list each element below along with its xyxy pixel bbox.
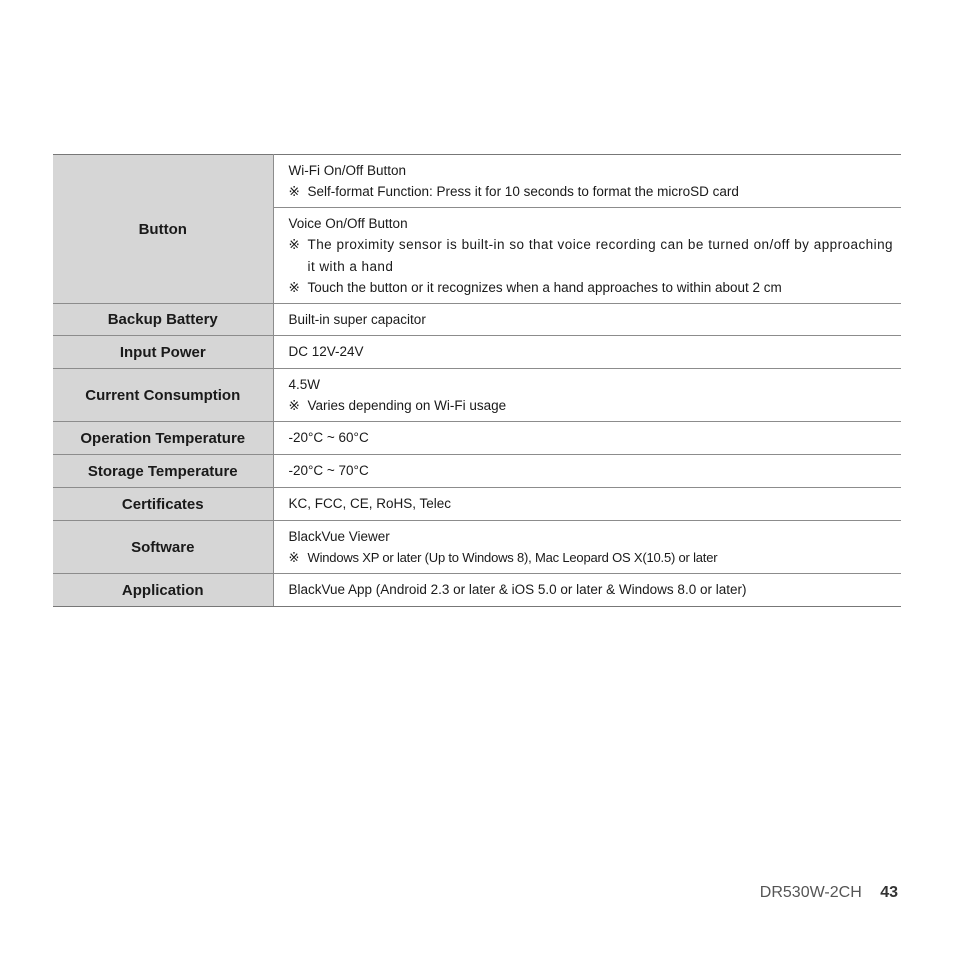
label-operation-temperature: Operation Temperature [53, 422, 273, 455]
table-row-input-power [53, 336, 901, 369]
voice-button-note-2-text: Touch the button or it recognizes when a hand approaches to within about 2 cm [307, 280, 782, 295]
label-backup-battery: Backup Battery [53, 304, 273, 336]
wifi-button-text: Wi-Fi On/Off Button [288, 162, 407, 178]
label-application: Application [53, 574, 273, 607]
wifi-button-note-text: Self-format Function: Press it for 10 seconds to format the microSD card [307, 184, 739, 199]
table-row-certificates [53, 488, 901, 521]
note-mark-icon: ※ [288, 398, 300, 413]
note-mark-icon: ※ [288, 280, 300, 295]
label-input-power: Input Power [53, 336, 273, 369]
value-software [273, 521, 901, 574]
page-footer [760, 884, 898, 902]
voice-button-note-1 [289, 234, 894, 277]
label-current-consumption: Current Consumption [53, 369, 273, 422]
wifi-button-note [289, 181, 894, 203]
page-number: 43 [880, 884, 898, 901]
note-mark-icon: ※ [288, 550, 300, 565]
current-consumption-note-text: Varies depending on Wi-Fi usage [307, 398, 507, 413]
current-consumption-note [289, 395, 894, 417]
software-note-text: Windows XP or later (Up to Windows 8), Mac Leopard OS X(10.5) or later [307, 550, 718, 565]
voice-button-note-1-text: The proximity sensor is built-in so that voice recording can be turned on/off by approaching it with a hand [307, 237, 893, 274]
table-row-software [53, 521, 901, 574]
label-button: Button [53, 155, 273, 304]
table-row-operation-temperature [53, 422, 901, 455]
value-backup-battery: Built-in super capacitor [273, 304, 901, 336]
value-wifi-button [273, 155, 901, 208]
label-certificates: Certificates [53, 488, 273, 521]
value-application: BlackVue App (Android 2.3 or later & iOS 5.0 or later & Windows 8.0 or later) [273, 574, 901, 607]
note-mark-icon: ※ [288, 184, 300, 199]
model-name: DR530W-2CH [759, 884, 862, 901]
label-storage-temperature: Storage Temperature [53, 455, 273, 488]
value-certificates: KC, FCC, CE, RoHS, Telec [273, 488, 901, 521]
label-software: Software [53, 521, 273, 574]
value-input-power: DC 12V-24V [273, 336, 901, 369]
table-row-storage-temperature [53, 455, 901, 488]
spec-table [53, 154, 901, 607]
current-consumption-text: 4.5W [288, 376, 321, 392]
voice-button-text: Voice On/Off Button [288, 215, 408, 231]
value-operation-temperature: -20°C ~ 60°C [273, 422, 901, 455]
value-current-consumption [273, 369, 901, 422]
note-mark-icon: ※ [288, 237, 301, 252]
value-voice-button [273, 208, 901, 304]
table-row-current-consumption [53, 369, 901, 422]
table-row-backup-battery [53, 304, 901, 336]
table-row-button-wifi [53, 155, 901, 208]
software-text: BlackVue Viewer [288, 528, 390, 544]
software-note [289, 547, 894, 569]
value-storage-temperature: -20°C ~ 70°C [273, 455, 901, 488]
table-row-application [53, 574, 901, 607]
voice-button-note-2 [289, 277, 894, 299]
